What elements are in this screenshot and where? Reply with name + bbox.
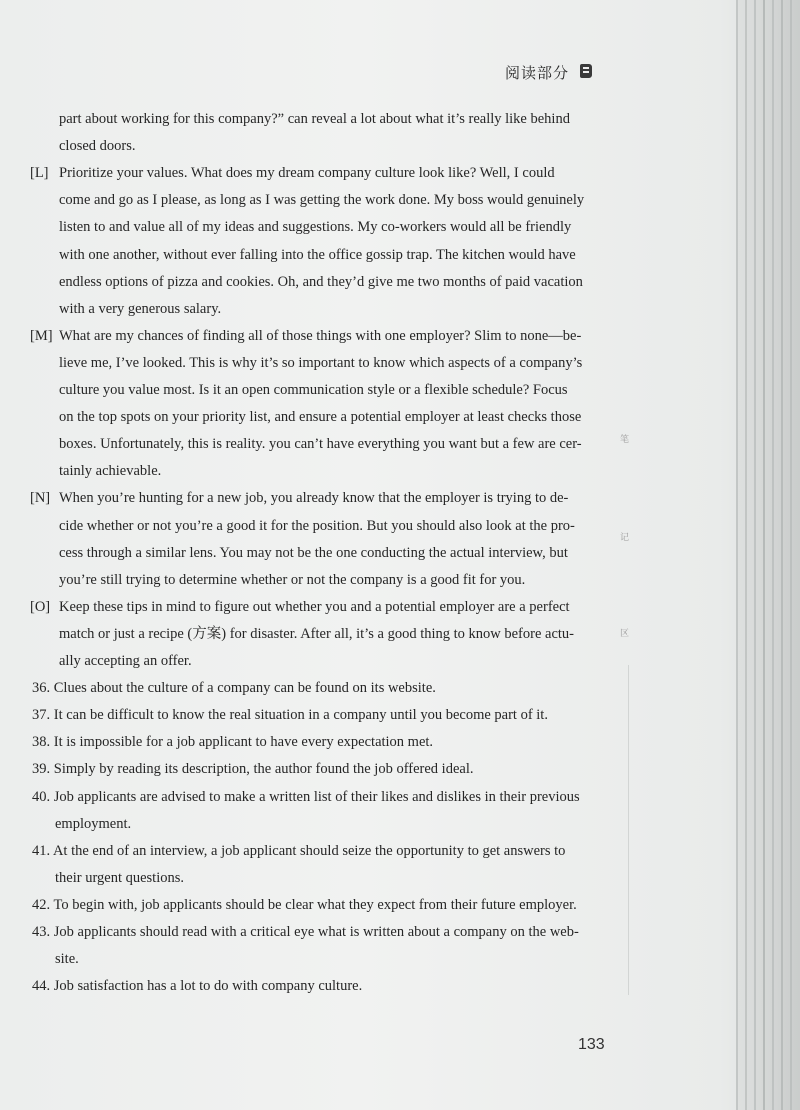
margin-note-2: 记 [620, 533, 630, 543]
question-item: 44. Job satisfaction has a lot to do with company culture. [32, 978, 363, 995]
margin-note-3: 区 [620, 629, 630, 639]
paragraph-line: culture you value most. Is it an open communication style or a flexible schedule? Focus [59, 382, 568, 398]
paragraph-line: with one another, without ever falling into the office gossip trap. The kitchen would have [59, 246, 576, 263]
question-item: 39. Simply by reading its description, the author found the job offered ideal. [32, 761, 474, 778]
paragraph-line: match or just a recipe (方案) for disaster. After all, it’s a good thing to know before actu- [59, 625, 575, 642]
question-item: 37. It can be difficult to know the real situation in a company until you become part of it. [32, 707, 548, 724]
paragraph-line: with a very generous salary. [59, 300, 222, 317]
paragraph-label: [N] [30, 490, 51, 507]
paragraph-line: Keep these tips in mind to figure out whether you and a potential employer are a perfect [59, 598, 570, 615]
question-item: 41. At the end of an interview, a job applicant should seize the opportunity to get answers to [32, 842, 566, 859]
paragraph-line: cess through a similar lens. You may not be the one conducting the actual interview, but [59, 544, 568, 561]
margin-note-1: 笔 [620, 435, 630, 445]
paragraph-line: ally accepting an offer. [59, 653, 192, 669]
page-edge-shadow [736, 0, 800, 1110]
paragraph-label: [O] [30, 598, 51, 615]
paragraph-line: tainly achievable. [59, 463, 162, 480]
paragraph-line: part about working for this company?” can reveal a lot about what it’s really like behind [59, 111, 570, 127]
question-item: 38. It is impossible for a job applicant to have every expectation met. [32, 734, 434, 751]
section-header: 阅读部分 [505, 64, 570, 82]
paragraph-line: boxes. Unfortunately, this is reality. you can’t have everything you want but a few are cer- [59, 436, 582, 453]
page-number: 133 [578, 1036, 605, 1053]
paragraph-label: [L] [30, 165, 49, 182]
paragraph-line: What are my chances of finding all of those things with one employer? Slim to none—be- [59, 327, 582, 344]
paragraph-line: on the top spots on your priority list, and ensure a potential employer at least checks those [59, 409, 582, 426]
book-icon [580, 64, 592, 78]
question-item: 40. Job applicants are advised to make a written list of their likes and dislikes in their previous [32, 788, 580, 805]
paragraph-line: listen to and value all of my ideas and suggestions. My co-workers would all be friendly [59, 219, 572, 236]
question-item: 36. Clues about the culture of a company can be found on its website. [32, 680, 436, 697]
paragraph-line: When you’re hunting for a new job, you already know that the employer is trying to de- [59, 490, 569, 507]
question-continuation: employment. [55, 815, 132, 832]
paragraph-line: endless options of pizza and cookies. Oh, and they’d give me two months of paid vacation [59, 273, 583, 290]
margin-rule [628, 665, 629, 995]
question-item: 43. Job applicants should read with a critical eye what is written about a company on the web- [32, 924, 579, 940]
question-continuation: site. [55, 951, 79, 968]
paragraph-label: [M] [30, 327, 53, 344]
paragraph-line: closed doors. [59, 138, 136, 155]
question-item: 42. To begin with, job applicants should be clear what they expect from their future employer. [32, 896, 577, 913]
question-continuation: their urgent questions. [55, 869, 185, 886]
paragraph-line: lieve me, I’ve looked. This is why it’s so important to know which aspects of a company’s [59, 354, 583, 371]
paragraph-line: come and go as I please, as long as I was getting the work done. My boss would genuinely [59, 192, 585, 209]
paragraph-line: Prioritize your values. What does my dream company culture look like? Well, I could [59, 165, 555, 182]
paragraph-line: you’re still trying to determine whether or not the company is a good fit for you. [59, 571, 526, 588]
paragraph-line: cide whether or not you’re a good it for the position. But you should also look at the pro- [59, 517, 575, 534]
